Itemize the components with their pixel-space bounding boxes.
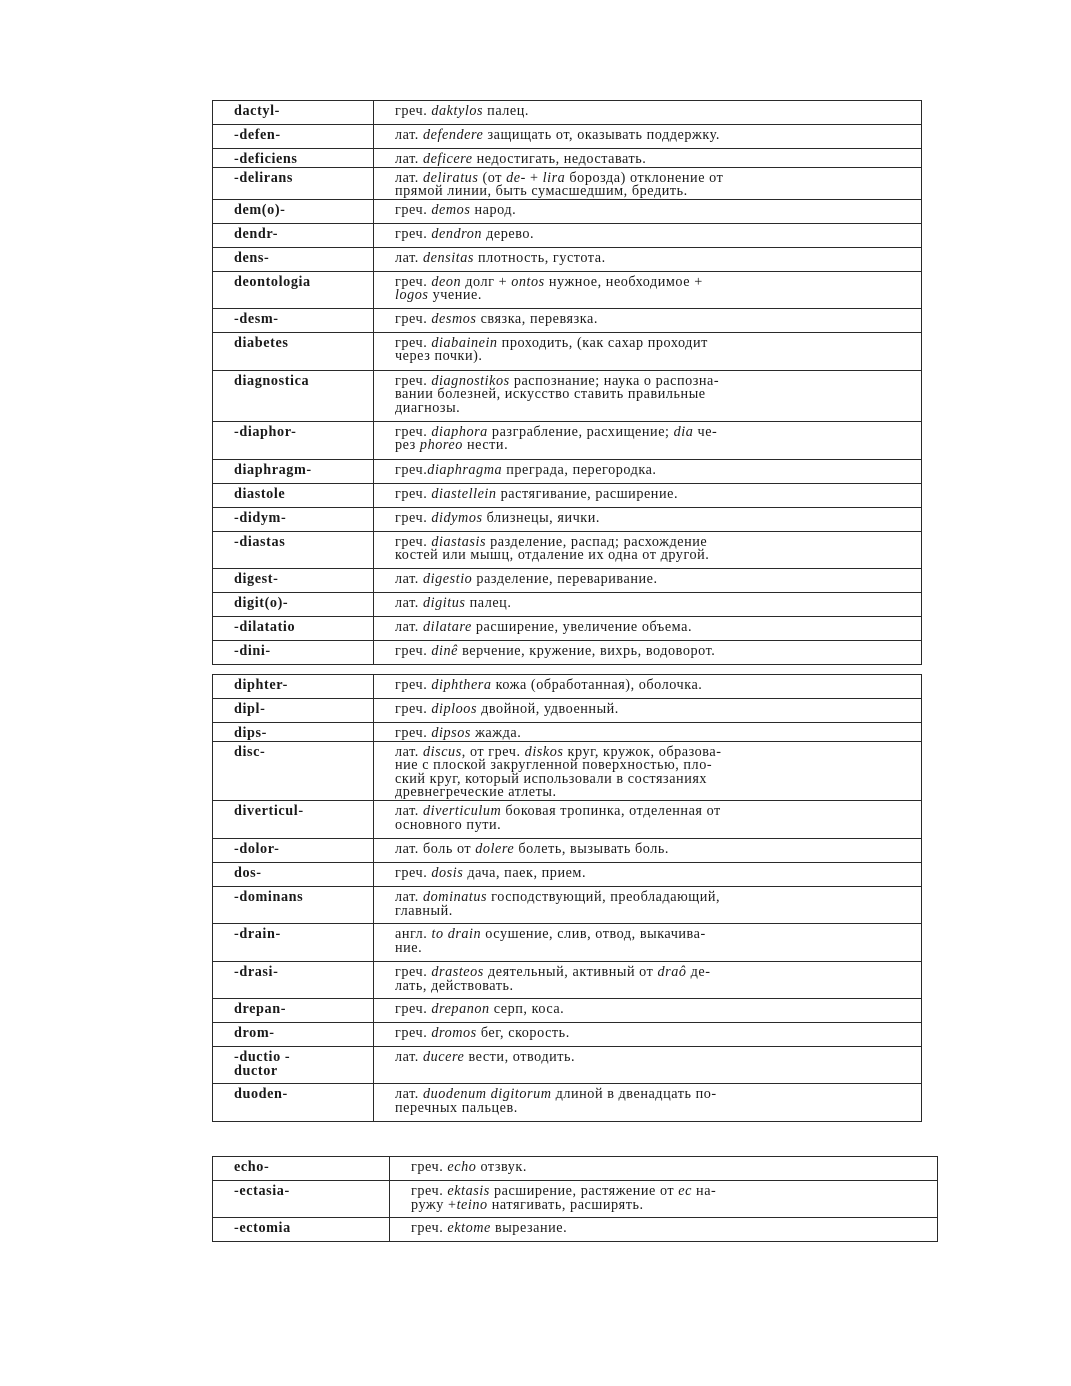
table-row xyxy=(213,592,922,616)
definition-text: распознание; наука о распозна- вании болезней, искусство ставить правильные диагнозы. xyxy=(395,372,720,416)
term-cell: dens- xyxy=(213,247,374,271)
table-row xyxy=(213,1083,922,1121)
definition-text: болеть, вызывать боль. xyxy=(514,840,670,857)
definition-cell xyxy=(374,1083,922,1121)
definition-cell xyxy=(374,167,922,199)
definition-text: дерево. xyxy=(482,225,535,242)
etymon-word: echo xyxy=(447,1159,477,1175)
table-row xyxy=(213,483,922,507)
term-cell: duoden- xyxy=(213,1083,374,1121)
table-row xyxy=(213,370,922,421)
definition-text: лат. xyxy=(395,127,423,143)
definition-text: греч. xyxy=(395,103,432,119)
definition-text: растягивание, расширение. xyxy=(496,485,679,502)
etymon-word: deon xyxy=(431,273,462,290)
etymon-word: dinê xyxy=(431,642,459,659)
etymon-word: diaphragma xyxy=(427,461,503,478)
definition-text: боковая тропинка, отделенная от основного пути. xyxy=(395,802,721,833)
term-cell: diphter- xyxy=(213,675,374,699)
etymon-word: dia xyxy=(673,423,694,440)
term-cell: drom- xyxy=(213,1022,374,1046)
definition-text: палец. xyxy=(465,594,512,611)
etymon-word: diabainein xyxy=(431,334,498,351)
definition-cell xyxy=(374,332,922,370)
etymon-word: drasteos xyxy=(431,963,484,980)
table-row xyxy=(213,616,922,640)
definition-cell xyxy=(374,125,922,149)
definition-text: (от xyxy=(478,169,507,186)
term-cell: diverticul- xyxy=(213,800,374,838)
glossary-table-e xyxy=(212,1156,938,1242)
definition-text: греч. xyxy=(395,963,432,980)
etymon-word: digitus xyxy=(423,594,466,611)
etymon-word: duodenum digitorum xyxy=(423,1085,552,1102)
etymon-word: diagnostikos xyxy=(431,372,510,389)
term-cell: -ductio - ductor xyxy=(213,1046,374,1083)
table-row xyxy=(213,723,922,742)
definition-text: лат. xyxy=(395,249,423,266)
definition-cell xyxy=(374,308,922,332)
definition-text: дача, паек, прием. xyxy=(463,864,587,881)
definition-text: преграда, перегородка. xyxy=(502,461,657,478)
definition-text: де- лать, действовать. xyxy=(395,963,711,994)
table-row xyxy=(213,923,922,961)
definition-text: отзвук. xyxy=(476,1159,527,1175)
term-cell: deontologia xyxy=(213,271,374,308)
table-row xyxy=(213,640,922,664)
etymon-word: diskos xyxy=(524,743,564,760)
etymon-word: draô xyxy=(657,963,687,980)
definition-text: лат. xyxy=(395,151,423,167)
etymon-word: digestio xyxy=(423,570,473,587)
definition-text: бег, скорость. xyxy=(476,1024,570,1041)
definition-cell xyxy=(374,699,922,723)
definition-text: лат. xyxy=(395,594,423,611)
definition-text: защищать от, оказывать поддержку. xyxy=(483,127,720,143)
definition-cell xyxy=(374,199,922,223)
term-cell: dipl- xyxy=(213,699,374,723)
definition-text: господствующий, преобладающий, главный. xyxy=(395,888,721,919)
table-row xyxy=(213,961,922,998)
etymon-word: dromos xyxy=(431,1024,477,1041)
definition-cell xyxy=(374,1046,922,1083)
term-cell: -delirans xyxy=(213,167,374,199)
definition-cell xyxy=(390,1157,938,1181)
etymon-word: to drain xyxy=(431,925,482,942)
definition-cell xyxy=(374,616,922,640)
table-row xyxy=(213,675,922,699)
etymon-word: didymos xyxy=(431,509,483,526)
etymon-word: dipsos xyxy=(431,725,471,741)
definition-text: греч. xyxy=(395,642,432,659)
table-row xyxy=(213,699,922,723)
definition-text: расширение, увеличение объема. xyxy=(471,618,693,635)
table-row xyxy=(213,568,922,592)
term-cell: -dolor- xyxy=(213,838,374,862)
definition-text: лат. xyxy=(395,169,423,186)
definition-cell xyxy=(374,568,922,592)
definition-cell xyxy=(374,1022,922,1046)
definition-text: греч. xyxy=(395,423,432,440)
term-cell: digest- xyxy=(213,568,374,592)
table-row xyxy=(213,1157,938,1181)
etymon-word: teino xyxy=(456,1196,488,1213)
etymon-word: discus xyxy=(423,743,462,760)
definition-text: , от греч. xyxy=(461,743,525,760)
definition-text: осушение, слив, отвод, выкачива- ние. xyxy=(395,925,706,956)
definition-text: лат. xyxy=(395,570,423,587)
table-row xyxy=(213,199,922,223)
term-cell: diabetes xyxy=(213,332,374,370)
definition-cell xyxy=(374,838,922,862)
table-row xyxy=(213,1022,922,1046)
definition-text: греч. xyxy=(395,701,432,717)
definition-text: палец. xyxy=(483,103,530,119)
definition-cell xyxy=(374,421,922,459)
definition-text: лат. xyxy=(395,888,423,905)
definition-cell xyxy=(374,459,922,483)
etymon-word: dilatare xyxy=(423,618,472,635)
etymon-word: dendron xyxy=(431,225,483,242)
term-cell: disc- xyxy=(213,741,374,800)
definition-text: разделение, переваривание. xyxy=(472,570,658,587)
term-cell: dem(o)- xyxy=(213,199,374,223)
table-row xyxy=(213,838,922,862)
term-cell: -deficiens xyxy=(213,149,374,168)
definition-cell xyxy=(374,247,922,271)
definition-text: проходить, (как сахар проходит через почки). xyxy=(395,334,708,365)
etymon-word: phoreo xyxy=(419,437,463,454)
definition-text: греч. xyxy=(395,485,432,502)
definition-text: греч. xyxy=(411,1220,448,1236)
definition-text: греч. xyxy=(395,334,432,351)
definition-cell xyxy=(374,961,922,998)
table-row xyxy=(213,332,922,370)
definition-text: + xyxy=(525,169,543,186)
term-cell: -ectasia- xyxy=(213,1181,390,1218)
definition-text: круг, кружок, образова- ние с плоской закругленной поверхностью, пло- ский круг, который использовали в состязаниях древнегреческие атлеты. xyxy=(395,743,722,801)
term-cell: -didym- xyxy=(213,507,374,531)
definition-text: греч. xyxy=(395,509,432,526)
etymon-word: de- xyxy=(506,169,526,186)
definition-text: лат. боль от xyxy=(395,840,476,857)
definition-text: греч. xyxy=(411,1159,448,1175)
definition-cell xyxy=(374,592,922,616)
table-row xyxy=(213,271,922,308)
term-cell: dips- xyxy=(213,723,374,742)
etymon-word: drepanon xyxy=(431,1000,490,1017)
definition-text: вести, отводить. xyxy=(464,1048,576,1065)
definition-text: связка, перевязка. xyxy=(476,310,598,327)
table-row xyxy=(213,421,922,459)
etymon-word: lira xyxy=(542,169,566,186)
definition-text: греч. xyxy=(395,201,432,218)
definition-text: недостигать, недоставать. xyxy=(472,151,647,167)
definition-text: греч. xyxy=(395,225,432,242)
term-cell: -dilatatio xyxy=(213,616,374,640)
definition-text: англ. xyxy=(395,925,432,942)
definition-text: греч. xyxy=(411,1183,448,1199)
etymon-word: dolere xyxy=(475,840,515,857)
definition-text: лат. xyxy=(395,1048,423,1065)
term-cell: -dominans xyxy=(213,886,374,923)
table-row xyxy=(213,507,922,531)
table-row xyxy=(213,862,922,886)
table-row xyxy=(213,1181,938,1218)
definition-text: борозда) отклонение от прямой линии, быть сумасшедшим, бредить. xyxy=(395,169,724,200)
definition-text: кожа (обработанная), оболочка. xyxy=(491,677,703,693)
definition-text: верчение, кружение, вихрь, водоворот. xyxy=(458,642,716,659)
definition-text: длиной в двенадцать по- перечных пальцев. xyxy=(395,1085,717,1116)
term-cell: digit(o)- xyxy=(213,592,374,616)
etymon-word: diastellein xyxy=(431,485,497,502)
definition-cell xyxy=(374,640,922,664)
definition-text: жажда. xyxy=(470,725,522,741)
definition-cell xyxy=(374,998,922,1022)
term-cell: diastole xyxy=(213,483,374,507)
table-row xyxy=(213,125,922,149)
table-row xyxy=(213,531,922,568)
term-cell: -dini- xyxy=(213,640,374,664)
definition-text: на- ружу + xyxy=(411,1183,717,1213)
term-cell: diaphragm- xyxy=(213,459,374,483)
definition-cell xyxy=(374,271,922,308)
etymon-word: diploos xyxy=(431,701,478,717)
term-cell: -diaphor- xyxy=(213,421,374,459)
term-cell: dendr- xyxy=(213,223,374,247)
definition-cell xyxy=(374,800,922,838)
etymon-word: ducere xyxy=(423,1048,465,1065)
table-row xyxy=(213,149,922,168)
definition-text: греч. xyxy=(395,677,432,693)
definition-cell xyxy=(374,862,922,886)
term-cell: echo- xyxy=(213,1157,390,1181)
definition-text: лат. xyxy=(395,743,423,760)
definition-text: плотность, густота. xyxy=(473,249,606,266)
table-row xyxy=(213,101,922,125)
definition-cell xyxy=(374,741,922,800)
definition-text: разделение, распад; расхождение костей или мышц, отдаление их одна от другой. xyxy=(395,533,710,564)
definition-text: серп, коса. xyxy=(489,1000,565,1017)
glossary-table-d1 xyxy=(212,100,922,665)
definition-text: греч. xyxy=(395,273,432,290)
definition-cell xyxy=(374,886,922,923)
table-row xyxy=(213,459,922,483)
table-row xyxy=(213,247,922,271)
definition-text: греч. xyxy=(395,461,428,478)
definition-cell xyxy=(390,1218,938,1242)
definition-text: греч. xyxy=(395,372,432,389)
etymon-word: ektasis xyxy=(447,1183,490,1199)
table-row xyxy=(213,741,922,800)
etymon-word: diphthera xyxy=(431,677,492,693)
term-cell: -ectomia xyxy=(213,1218,390,1242)
definition-text: греч. xyxy=(395,533,432,550)
definition-text: вырезание. xyxy=(490,1220,568,1236)
definition-text: лат. xyxy=(395,618,423,635)
term-cell: -drasi- xyxy=(213,961,374,998)
definition-text: греч. xyxy=(395,310,432,327)
definition-text: греч. xyxy=(395,725,432,741)
definition-text: двойной, удвоенный. xyxy=(477,701,619,717)
term-cell: -diastas xyxy=(213,531,374,568)
term-cell: dos- xyxy=(213,862,374,886)
definition-text: че- рез xyxy=(395,423,718,454)
definition-cell xyxy=(390,1181,938,1218)
etymon-word: dominatus xyxy=(423,888,488,905)
etymon-word: demos xyxy=(431,201,471,218)
term-cell: drepan- xyxy=(213,998,374,1022)
etymon-word: ektome xyxy=(447,1220,491,1236)
table-row xyxy=(213,800,922,838)
etymon-word: densitas xyxy=(423,249,474,266)
etymon-word: diaphora xyxy=(431,423,488,440)
definition-text: лат. xyxy=(395,1085,423,1102)
definition-cell xyxy=(374,101,922,125)
definition-cell xyxy=(374,723,922,742)
definition-cell xyxy=(374,675,922,699)
table-row xyxy=(213,998,922,1022)
definition-text: греч. xyxy=(395,1024,432,1041)
glossary-table-d2 xyxy=(212,674,922,1122)
etymon-word: ontos xyxy=(511,273,545,290)
definition-cell xyxy=(374,507,922,531)
definition-text: натягивать, расширять. xyxy=(487,1196,644,1213)
term-cell: dactyl- xyxy=(213,101,374,125)
table-row xyxy=(213,1046,922,1083)
term-cell: diagnostica xyxy=(213,370,374,421)
definition-cell xyxy=(374,531,922,568)
table-row xyxy=(213,308,922,332)
definition-cell xyxy=(374,923,922,961)
table-row xyxy=(213,223,922,247)
table-row xyxy=(213,167,922,199)
term-cell: -defen- xyxy=(213,125,374,149)
table-row xyxy=(213,1218,938,1242)
definition-cell xyxy=(374,370,922,421)
term-cell: -desm- xyxy=(213,308,374,332)
definition-text: разграбление, расхищение; xyxy=(487,423,674,440)
definition-text: нужное, необходимое + xyxy=(548,273,703,290)
definition-text: народ. xyxy=(470,201,517,218)
etymon-word: ec xyxy=(678,1183,692,1199)
definition-text: деятельный, активный от xyxy=(483,963,658,980)
definition-text: греч. xyxy=(395,864,432,881)
etymon-word: defendere xyxy=(423,127,484,143)
etymon-word: logos xyxy=(395,287,429,304)
etymon-word: dosis xyxy=(431,864,464,881)
definition-cell xyxy=(374,483,922,507)
definition-cell xyxy=(374,223,922,247)
etymon-word: deliratus xyxy=(423,169,479,186)
term-cell: -drain- xyxy=(213,923,374,961)
definition-cell xyxy=(374,149,922,168)
etymon-word: deficere xyxy=(423,151,473,167)
definition-text: нести. xyxy=(462,437,509,454)
definition-text: расширение, растяжение от xyxy=(489,1183,679,1199)
etymon-word: desmos xyxy=(431,310,477,327)
etymon-word: daktylos xyxy=(431,103,484,119)
etymon-word: diverticulum xyxy=(423,802,502,819)
definition-text: греч. xyxy=(395,1000,432,1017)
definition-text: долг + xyxy=(461,273,512,290)
definition-text: учение. xyxy=(428,287,483,304)
definition-text: близнецы, яички. xyxy=(482,509,600,526)
definition-text: лат. xyxy=(395,802,423,819)
table-row xyxy=(213,886,922,923)
etymon-word: diastasis xyxy=(431,533,487,550)
